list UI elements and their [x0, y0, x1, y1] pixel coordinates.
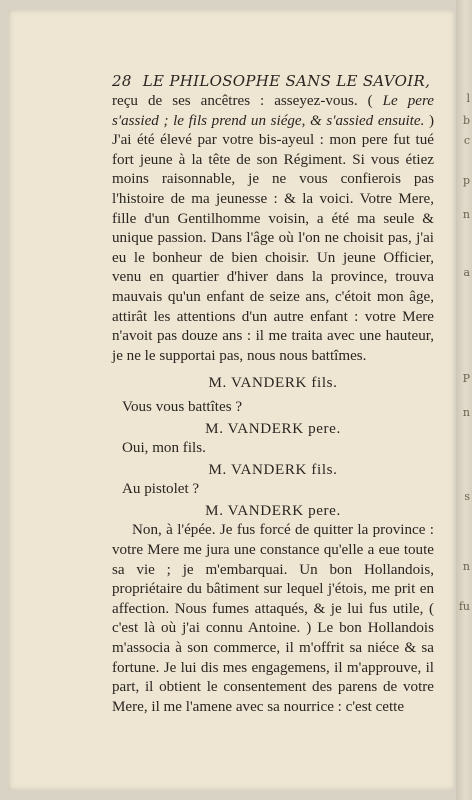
facing-page-edge: [456, 0, 472, 800]
paragraph-2: Non, à l'épée. Je fus forcé de quitter la province : votre Mere me jura une constance qu'elle a eue toute sa vie ; je m'embarquai. Un bon Hollandois, propriétaire du bâtiment sur lequel j'étois, me prit en affection. Nous fumes attaqués, & je lui fus utile, ( c'est là où j'ai connu Antoine. ) Le bon Hollandois m'associa à son commerce, il m'offrit sa niéce & sa fortune. Je lui dis mes engagemens, il m'approuve, il part, il obtient le consentement des parens de votre Mere, il me l'amene avec sa nourrice : c'est cette: [112, 522, 434, 715]
edge-letter: p: [462, 174, 470, 187]
edge-letter: fu: [458, 600, 470, 613]
running-title: LE PHILOSOPHE SANS LE SAVOIR,: [142, 72, 431, 90]
edge-letter: n: [462, 208, 470, 221]
speaker-heading: M. VANDERK pere.: [205, 420, 341, 437]
paragraph-1: [112, 92, 434, 366]
dialogue-line: Vous vous battîtes ?: [122, 398, 243, 415]
page-body: [112, 92, 434, 717]
edge-letter: n: [462, 560, 470, 573]
paragraph-1-start: reçu de ses ancêtres : asseyez-vous. (: [112, 93, 373, 109]
speaker-heading: M. VANDERK pere.: [205, 502, 341, 519]
dialogue-line: Oui, mon fils.: [122, 440, 206, 457]
speaker-heading: M. VANDERK fils.: [208, 461, 338, 478]
page-number: 28: [112, 72, 132, 90]
running-header: [112, 72, 432, 90]
edge-letter: n: [462, 406, 470, 419]
paragraph-1-rest: ) J'ai été élevé par votre bis-ayeul : mon pere fut tué fort jeune à la tête de son Régiment. Si vous étiez moins raisonnable, je ne vous confierois pas l'histoire de ma jeunesse : & la voici. Votre Mere, fille d'un Gentilhomme voisin, a été ma seule & unique passion. Dans l'âge où l'on ne choisit pas, j'ai eu le bonheur de bien choisir. Un jeune Officier, venu en quartier d'hiver dans la province, trouva mauvais qu'un enfant de seize ans, c'étoit mon âge, attirât les attentions d'un autre enfant : votre Mere n'avoit pas douze ans : il me traita avec une hauteur, je ne le supportai pas, nous nous battîmes.: [112, 112, 435, 364]
edge-letter: l: [466, 92, 470, 105]
edge-letter: c: [463, 134, 470, 147]
speaker-heading: M. VANDERK fils.: [208, 375, 338, 392]
dialogue-line: Au pistolet ?: [122, 481, 200, 498]
edge-letter: s: [464, 490, 470, 503]
edge-letter: b: [462, 114, 470, 127]
edge-letter: a: [463, 266, 470, 279]
edge-letter: P: [462, 372, 470, 385]
stage-direction: Le pere s'assied ; le fils prend un siége, & s'assied ensuite.: [112, 93, 434, 129]
